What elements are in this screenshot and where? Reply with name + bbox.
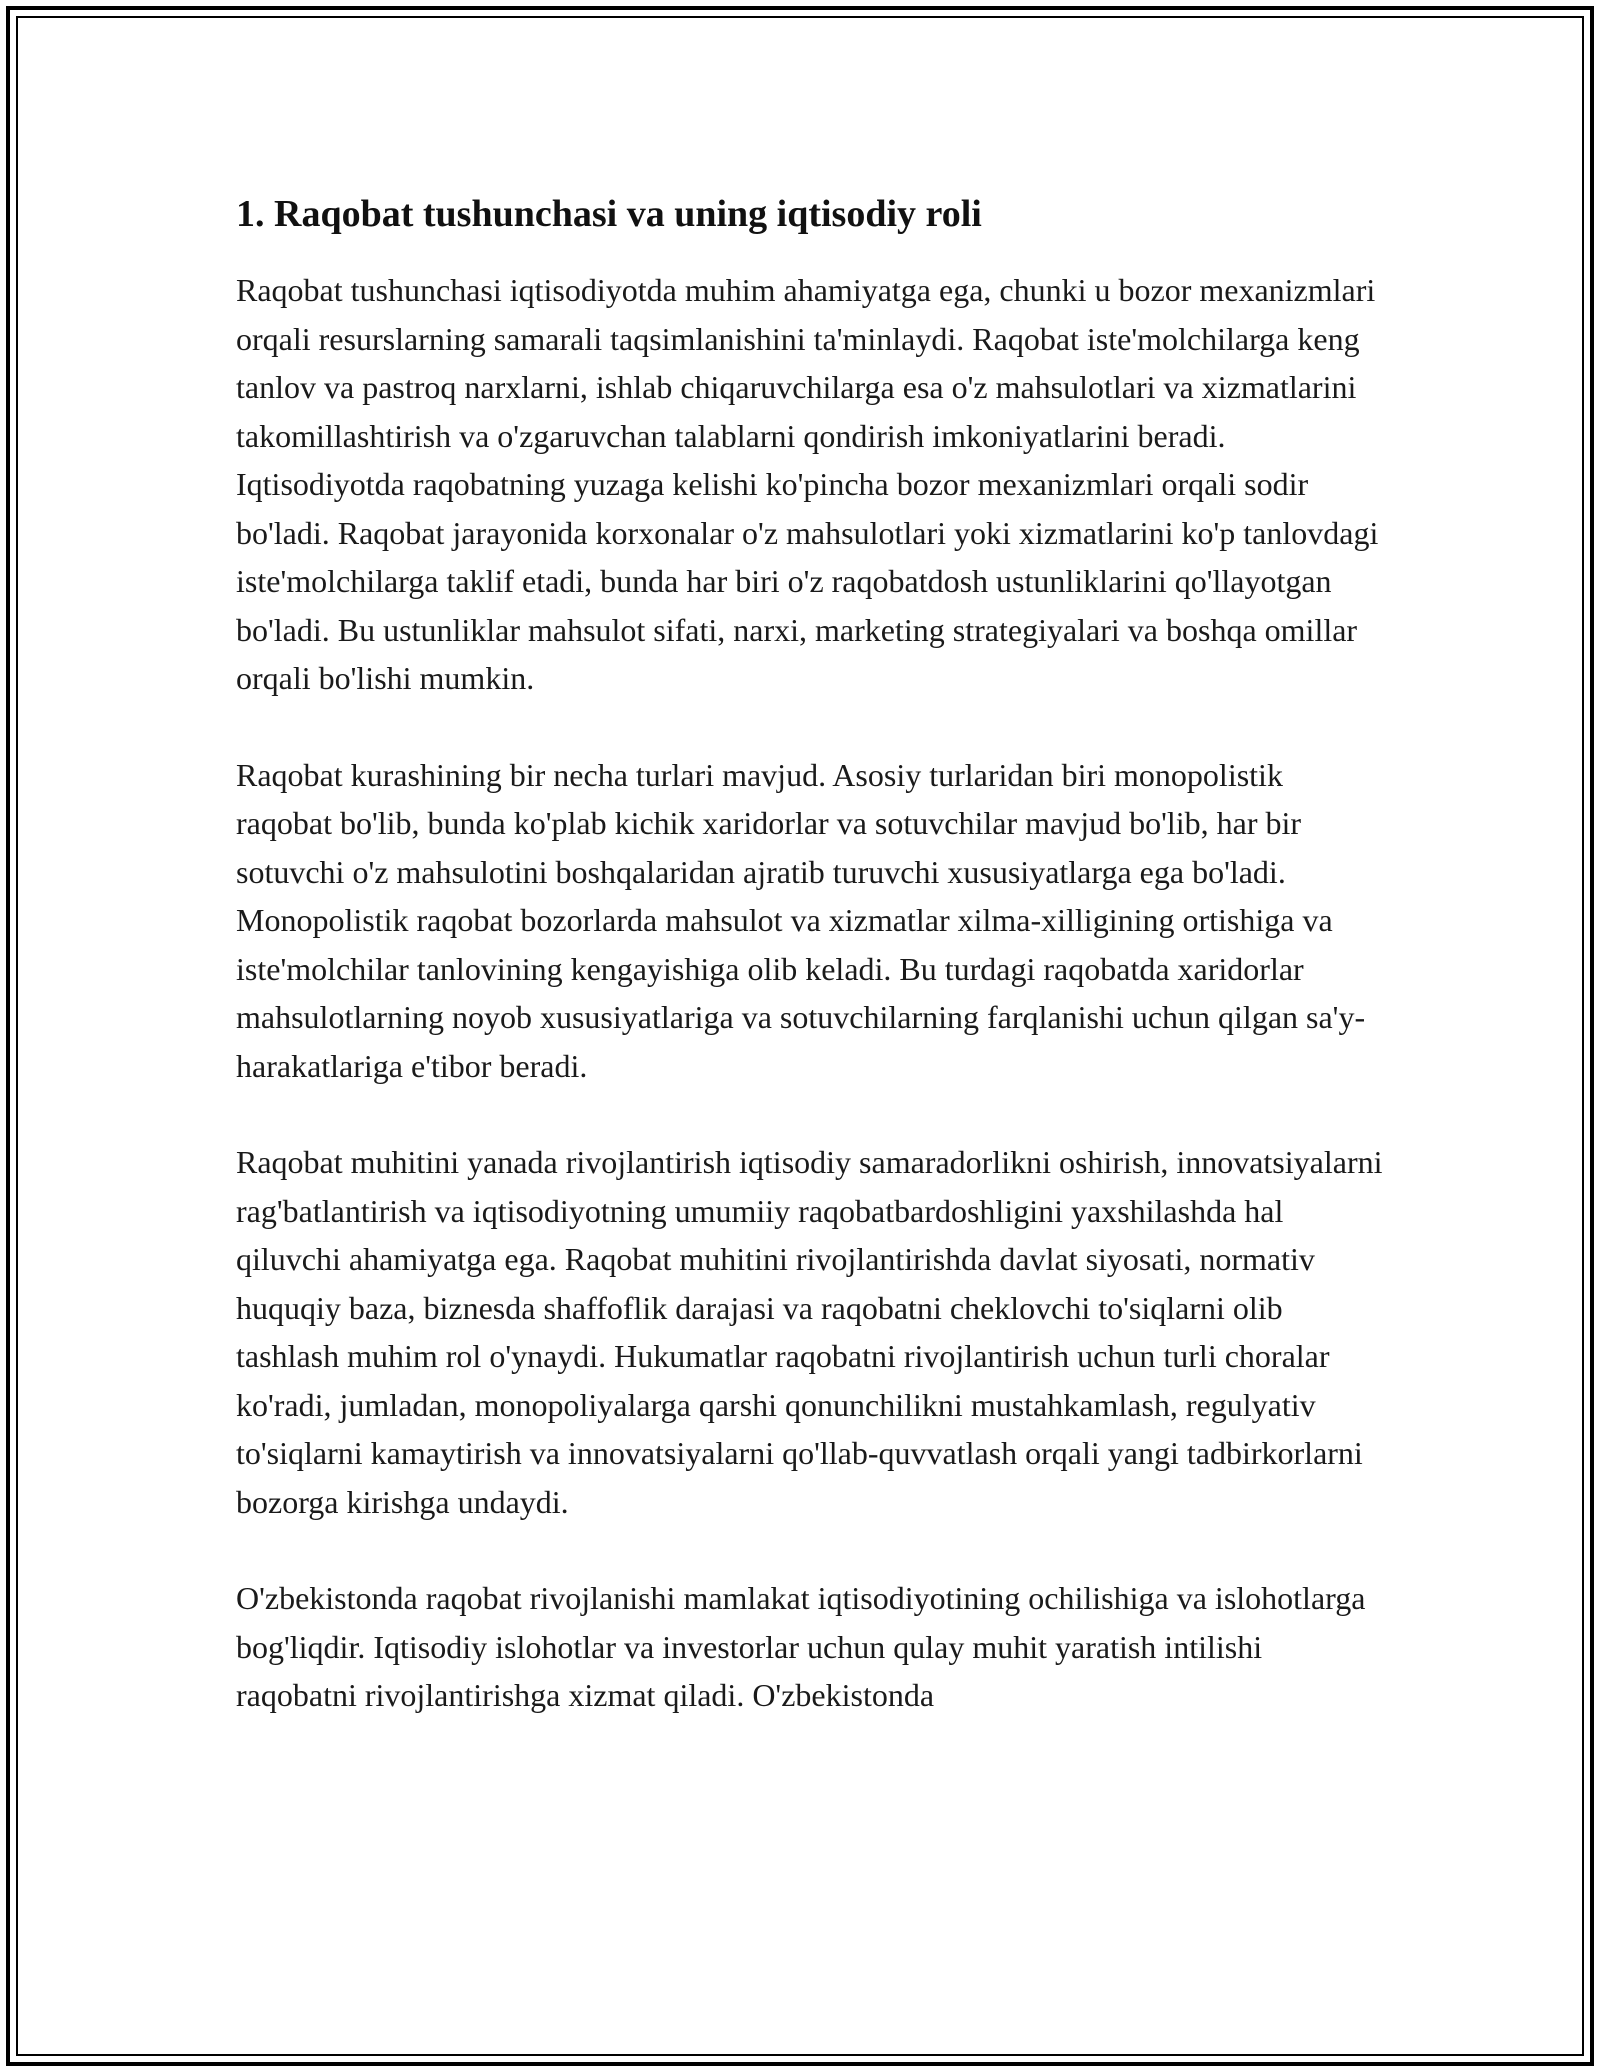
document-body xyxy=(236,188,1386,1768)
section-heading: 1. Raqobat tushunchasi va uning iqtisodiy roli xyxy=(236,193,982,235)
paragraph-2: Raqobat kurashining bir necha turlari mavjud. Asosiy turlaridan biri monopolistik raqobat bo'lib, bunda ko'plab kichik xaridorlar va sotuvchilar mavjud bo'lib, har bir sotuvchi o'z mahsulotini boshqalaridan ajratib turuvchi xususiyatlarga ega bo'ladi. Monopolistik raqobat bozorlarda mahsulot va xizmatlar xilma-xilligining ortishiga va iste'molchilar tanlovining kengayishiga olib keladi. Bu turdagi raqobatda xaridorlar mahsulotlarning noyob xususiyatlariga va sotuvchilarning farqlanishi uchun qilgan sa'y-harakatlariga e'tibor beradi. xyxy=(236,756,1366,1084)
paragraph-1: Raqobat tushunchasi iqtisodiyotda muhim ahamiyatga ega, chunki u bozor mexanizmlari orqali resurslarning samarali taqsimlanishini ta'minlaydi. Raqobat iste'molchilarga keng tanlov va pastroq narxlarni, ishlab chiqaruvchilarga esa o'z mahsulotlari va xizmatlarini takomillashtirish va o'zgaruvchan talablarni qondirish imkoniyatlarini beradi. Iqtisodiyotda raqobatning yuzaga kelishi ko'pincha bozor mexanizmlari orqali sodir bo'ladi. Raqobat jarayonida korxonalar o'z mahsulotlari yoki xizmatlarini ko'p tanlovdagi iste'molchilarga taklif etadi, bunda har biri o'z raqobatdosh ustunliklarini qo'llayotgan bo'ladi. Bu ustunliklar mahsulot sifati, narxi, marketing strategiyalari va boshqa omillar orqali bo'lishi mumkin. xyxy=(236,272,1379,696)
paragraph-4: O'zbekistonda raqobat rivojlanishi mamlakat iqtisodiyotining ochilishiga va islohotlarga bog'liqdir. Iqtisodiy islohotlar va investorlar uchun qulay muhit yaratish intilishi raqobatni rivojlantirishga xizmat qiladi. O'zbekistonda xyxy=(236,1580,1366,1713)
paragraph-3: Raqobat muhitini yanada rivojlantirish iqtisodiy samaradorlikni oshirish, innovatsiyalarni rag'batlantirish va iqtisodiyotning umumiiy raqobatbardoshligini yaxshilashda hal qiluvchi ahamiyatga ega. Raqobat muhitini rivojlantirishda davlat siyosati, normativ huquqiy baza, biznesda shaffoflik darajasi va raqobatni cheklovchi to'siqlarni olib tashlash muhim rol o'ynaydi. Hukumatlar raqobatni rivojlantirish uchun turli choralar ko'radi, jumladan, monopoliyalarga qarshi qonunchilikni mustahkamlash, regulyativ to'siqlarni kamaytirish va innovatsiyalarni qo'llab-quvvatlash orqali yangi tadbirkorlarni bozorga kirishga undaydi. xyxy=(236,1144,1383,1520)
